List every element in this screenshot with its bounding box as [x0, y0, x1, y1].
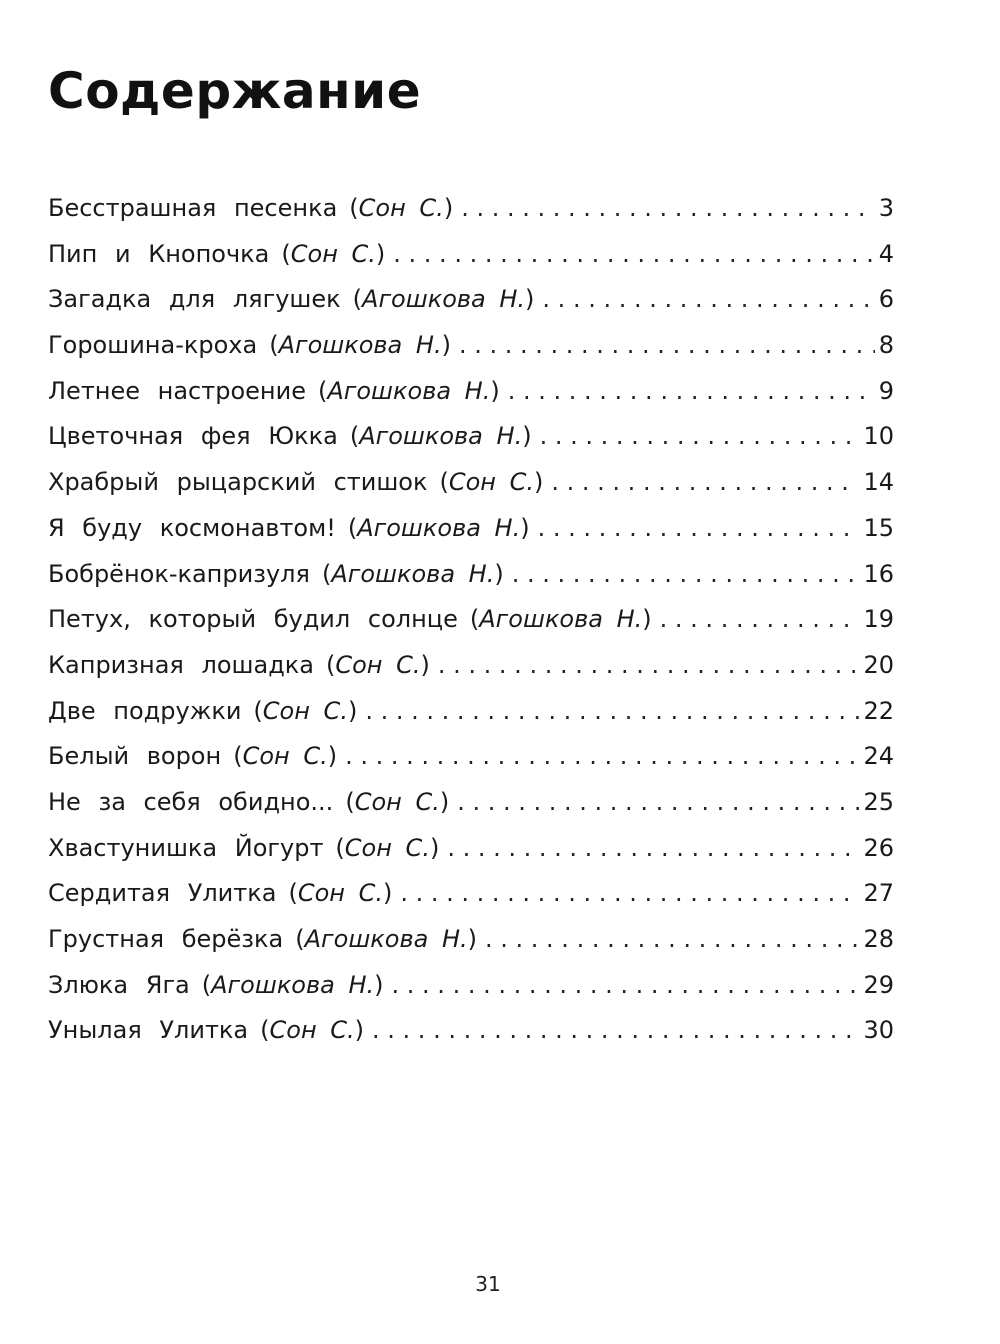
dot-leader [365, 689, 859, 735]
entry-author: (Сон С.) [281, 239, 386, 268]
dot-leader [508, 369, 875, 415]
entry-page-number: 25 [863, 787, 894, 816]
entry-author-name: Сон С. [290, 239, 376, 268]
entry-title: Белый ворон [48, 742, 222, 771]
entry-author-name: Сон С. [262, 696, 348, 725]
entry-title: Сердитая Улитка [48, 879, 277, 908]
entry-author-name: Сон С. [448, 468, 535, 497]
entry-author: (Сон С.) [233, 742, 338, 771]
entry-page-number: 6 [878, 285, 894, 314]
entry-author-name: Сон С. [358, 194, 444, 222]
entry-page-number: 8 [878, 331, 894, 360]
entry-author: (Агошкова Н.) [352, 285, 535, 314]
toc-entry [48, 414, 894, 460]
entry-page-number: 9 [878, 376, 894, 405]
toc-entry [48, 597, 894, 643]
entry-page-number: 29 [863, 970, 894, 999]
entry-title: Загадка для лягушек [48, 285, 341, 314]
entry-author: (Сон С.) [345, 787, 450, 816]
entry-author-name: Сон С. [242, 742, 328, 771]
entry-title: Унылая Улитка [48, 1016, 249, 1045]
entry-title: Капризная лошадка [48, 650, 314, 679]
entry-title: Хвастунишка Йогурт [48, 833, 324, 862]
toc-entry [48, 917, 894, 963]
entry-page-number: 27 [863, 879, 894, 908]
entry-author-name: Агошкова Н. [359, 422, 523, 451]
entry-author-name: Сон С. [344, 833, 430, 862]
dot-leader [542, 277, 874, 323]
entry-author-name: Сон С. [269, 1016, 355, 1045]
dot-leader [459, 323, 875, 369]
toc-entry [48, 963, 894, 1009]
entry-title: Летнее настроение [48, 376, 306, 405]
entry-author-name: Сон С. [354, 787, 440, 816]
entry-title: Бобрёнок-капризуля [48, 559, 310, 588]
entry-author-name: Агошкова Н. [362, 285, 526, 314]
entry-author-name: Агошкова Н. [331, 559, 495, 588]
toc-entry [48, 460, 894, 506]
entry-page-number: 19 [863, 605, 894, 634]
entry-page-number: 4 [878, 239, 894, 268]
entry-author: (Сон С.) [260, 1016, 365, 1045]
entry-author-name: Сон С. [335, 650, 421, 679]
dot-leader [538, 506, 860, 552]
entry-author-name: Агошкова Н. [479, 605, 643, 634]
dot-leader [660, 597, 860, 643]
entry-author: (Сон С.) [288, 879, 393, 908]
dot-leader [345, 734, 859, 780]
entry-title: Грустная берёзка [48, 925, 284, 953]
dot-leader [393, 232, 874, 278]
entry-title: Две подружки [48, 696, 242, 725]
entry-page-number: 24 [863, 742, 894, 771]
entry-page-number: 20 [863, 650, 894, 679]
toc-entry [48, 232, 894, 278]
entry-author: (Агошкова Н.) [321, 559, 504, 588]
entry-title: Петух, который будил солнце [48, 605, 458, 634]
toc-entry [48, 506, 894, 552]
entry-author: (Агошкова Н.) [269, 331, 451, 360]
entry-page-number: 10 [863, 422, 894, 451]
entry-author: (Сон С.) [439, 468, 544, 497]
toc-entry [48, 689, 894, 735]
entry-author-name: Агошкова Н. [327, 376, 491, 405]
toc-entry [48, 552, 894, 598]
entry-title: Не за себя обидно... [48, 787, 334, 816]
dot-leader [512, 552, 860, 598]
entry-title: Злюка Яга [48, 970, 190, 999]
toc-entry [48, 186, 894, 232]
dot-leader [400, 871, 859, 917]
entry-page-number: 3 [878, 194, 894, 222]
toc-entry [48, 734, 894, 780]
entry-title: Бесстрашная песенка [48, 194, 338, 222]
entry-author-name: Агошкова Н. [304, 925, 468, 953]
entry-page-number: 30 [863, 1016, 894, 1045]
entry-author-name: Агошкова Н. [357, 513, 521, 542]
toc-entry [48, 871, 894, 917]
dot-leader [461, 186, 875, 232]
entry-author-name: Сон С. [297, 879, 383, 908]
entry-author: (Сон С.) [349, 194, 454, 222]
entry-author: (Агошкова Н.) [349, 422, 532, 451]
toc-entry [48, 277, 894, 323]
dot-leader [438, 643, 860, 689]
entry-title: Пип и Кнопочка [48, 239, 270, 268]
entry-author: (Агошкова Н.) [317, 376, 500, 405]
entry-author: (Агошкова Н.) [469, 605, 652, 634]
entry-page-number: 16 [863, 559, 894, 588]
dot-leader [551, 460, 859, 506]
entry-author: (Агошкова Н.) [295, 925, 478, 953]
page-number: 31 [475, 1272, 501, 1296]
entry-author-name: Агошкова Н. [211, 970, 375, 999]
entry-page-number: 26 [863, 833, 894, 862]
dot-leader [457, 780, 859, 826]
toc-entry [48, 826, 894, 872]
entry-page-number: 22 [863, 696, 894, 725]
toc-entry [48, 369, 894, 415]
dot-leader [392, 963, 860, 1009]
entry-title: Храбрый рыцарский стишок [48, 468, 428, 497]
toc-entry [48, 1008, 894, 1054]
toc-entry [48, 780, 894, 826]
dot-leader [540, 414, 860, 460]
entry-author: (Сон С.) [325, 650, 430, 679]
dot-leader [372, 1008, 859, 1054]
entry-author: (Сон С.) [253, 696, 358, 725]
entry-title: Я буду космонавтом! [48, 513, 336, 542]
toc-entry [48, 323, 894, 369]
entry-title: Горошина-кроха [48, 331, 258, 360]
entry-author-name: Агошкова Н. [278, 331, 442, 360]
entry-author: (Сон С.) [335, 833, 440, 862]
entry-page-number: 28 [863, 925, 894, 953]
dot-leader [447, 826, 859, 872]
entry-page-number: 14 [863, 468, 894, 497]
table-of-contents [48, 186, 894, 1054]
page-title: Содержание [48, 62, 422, 120]
entry-page-number: 15 [863, 513, 894, 542]
entry-title: Цветочная фея Юкка [48, 422, 338, 451]
entry-author: (Агошкова Н.) [347, 513, 530, 542]
dot-leader [485, 917, 859, 963]
entry-author: (Агошкова Н.) [201, 970, 384, 999]
toc-entry [48, 643, 894, 689]
